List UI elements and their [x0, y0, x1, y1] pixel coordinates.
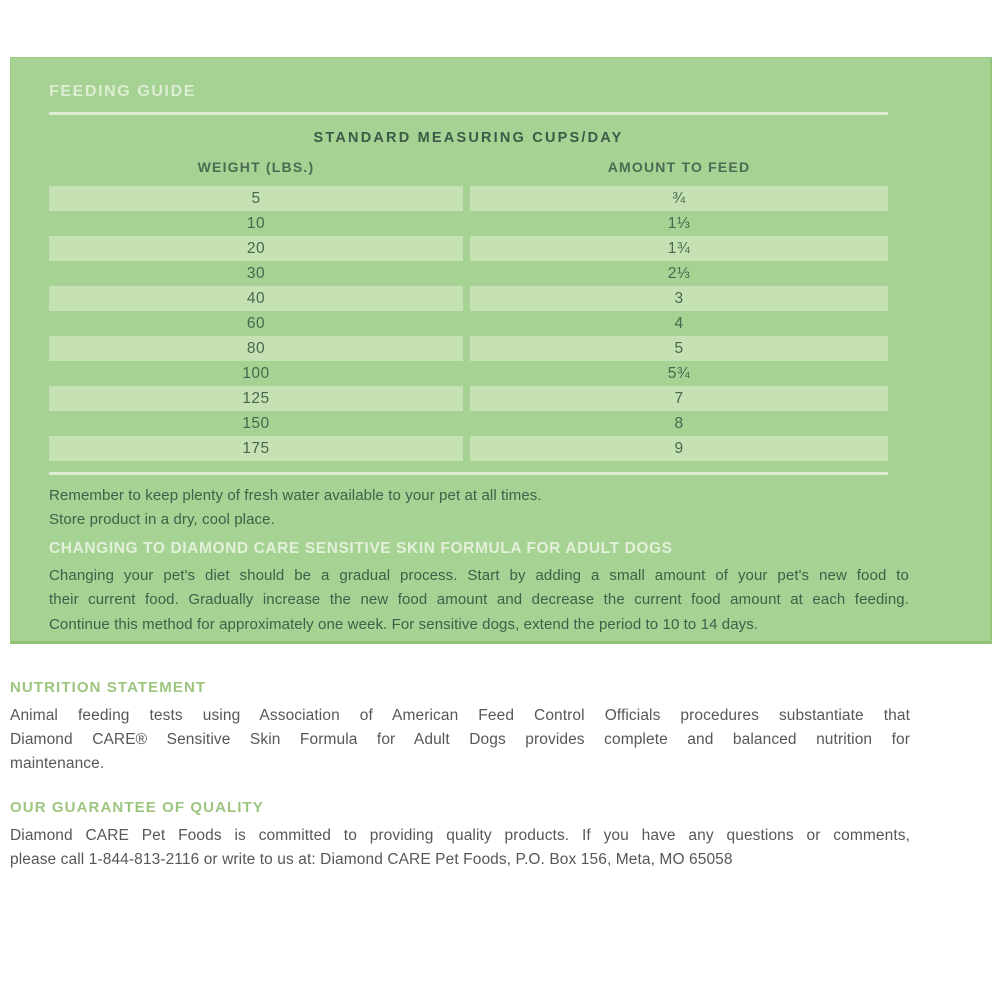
care-note-line: Remember to keep plenty of fresh water available to your pet at all times. [49, 487, 542, 504]
column-header-amount: AMOUNT TO FEED [607, 159, 751, 175]
guarantee-line: please call 1-844-813-2116 or write to us at: Diamond CARE Pet Foods, P.O. Box 156, Meta, MO 65058 [10, 851, 733, 868]
weight-cell: 150 [242, 415, 270, 432]
transition-paragraph [49, 564, 909, 637]
weight-cell: 100 [242, 365, 270, 382]
amount-cell: ¾ [470, 186, 888, 211]
table-row [49, 211, 888, 236]
amount-cell: 5¾ [667, 365, 691, 382]
weight-cell: 5 [49, 186, 463, 211]
table-row [49, 186, 888, 211]
care-note-line: Store product in a dry, cool place. [49, 511, 275, 528]
feeding-guide-panel [10, 57, 992, 644]
table-row [49, 261, 888, 286]
guarantee-heading: OUR GUARANTEE OF QUALITY [10, 799, 264, 816]
table-row [49, 236, 888, 261]
transition-line: Continue this method for approximately one week. For sensitive dogs, extend the period to 10 to 14 days. [49, 615, 759, 633]
nutrition-line: Diamond CARE® Sensitive Skin Formula for Adult Dogs provides complete and balanced nutrition for [10, 731, 910, 748]
table-row [49, 436, 888, 461]
weight-cell: 30 [246, 265, 266, 282]
table-row [49, 361, 888, 386]
table-row [49, 311, 888, 336]
column-header-weight: WEIGHT (LBS.) [197, 159, 315, 175]
table-column-headers [49, 159, 888, 175]
transition-line: Changing your pet's diet should be a gradual process. Start by adding a small amount of your pet's new food to [49, 567, 909, 584]
nutrition-statement-paragraph [10, 704, 910, 776]
table-row [49, 386, 888, 411]
weight-cell: 175 [49, 436, 463, 461]
divider-bottom [49, 472, 888, 475]
amount-cell: 3 [470, 286, 888, 311]
amount-cell: 8 [674, 415, 684, 432]
table-row [49, 411, 888, 436]
table-row [49, 336, 888, 361]
guarantee-section [10, 799, 912, 872]
amount-cell: 1¾ [470, 236, 888, 261]
feeding-table [49, 186, 888, 461]
weight-cell: 60 [246, 315, 266, 332]
weight-cell: 125 [49, 386, 463, 411]
nutrition-line: Animal feeding tests using Association of American Feed Control Officials procedures substantiate that [10, 707, 910, 724]
weight-cell: 20 [49, 236, 463, 261]
amount-cell: 2⅓ [667, 265, 691, 282]
amount-cell: 5 [470, 336, 888, 361]
divider-top [49, 112, 888, 115]
guarantee-line: Diamond CARE Pet Foods is committed to providing quality products. If you have any questions or comments, [10, 827, 910, 844]
transition-heading: CHANGING TO DIAMOND CARE SENSITIVE SKIN FORMULA FOR ADULT DOGS [49, 540, 673, 557]
nutrition-line: maintenance. [10, 755, 105, 772]
nutrition-statement-heading: NUTRITION STATEMENT [10, 679, 207, 696]
amount-cell: 7 [470, 386, 888, 411]
feeding-guide-title: FEEDING GUIDE [49, 83, 197, 100]
weight-cell: 40 [49, 286, 463, 311]
nutrition-statement-section [10, 679, 912, 776]
amount-cell: 4 [674, 315, 684, 332]
care-notes [49, 484, 909, 532]
guarantee-paragraph [10, 824, 910, 872]
table-title: STANDARD MEASURING CUPS/DAY [313, 130, 624, 146]
table-row [49, 286, 888, 311]
transition-line: their current food. Gradually increase the new food amount and decrease the current food amount at each feeding. [49, 591, 909, 609]
weight-cell: 80 [49, 336, 463, 361]
weight-cell: 10 [246, 215, 266, 232]
amount-cell: 9 [470, 436, 888, 461]
amount-cell: 1⅓ [667, 215, 691, 232]
